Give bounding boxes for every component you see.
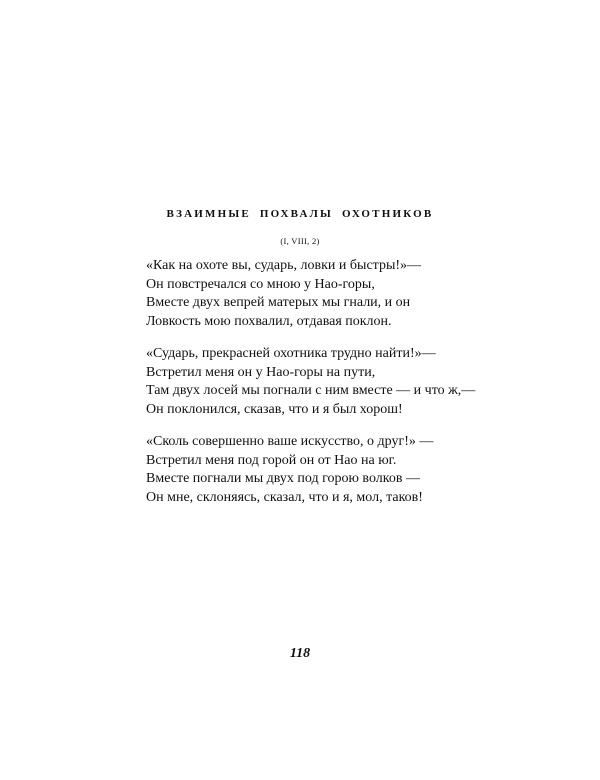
poem-line: Встретил меня под горой он от Нао на юг.: [146, 452, 397, 468]
stanza-2: [146, 345, 476, 419]
poem-line: Он мне, склоняясь, сказал, что и я, мол, таков!: [146, 489, 423, 505]
stanza-3: [146, 433, 466, 507]
poem-line: Ловкость мою похвалил, отдавая поклон.: [146, 313, 392, 329]
poem-line: «Как на охоте вы, сударь, ловки и быстры!»—: [146, 258, 422, 273]
poem-line: Он поклонился, сказав, что и я был хорош!: [146, 401, 403, 417]
poem-source-reference: (I, VIII, 2): [280, 236, 320, 246]
poem-body: [146, 257, 476, 521]
poem-title: ВЗАИМНЫЕ ПОХВАЛЫ ОХОТНИКОВ: [166, 208, 434, 220]
stanza-1: [146, 257, 466, 331]
poem-line: «Сударь, прекрасней охотника трудно найти!»—: [146, 346, 436, 361]
poem-line: Вместе погнали мы двух под горою волков —: [146, 471, 420, 486]
poem-line: Вместе двух вепрей матерых мы гнали, и он: [146, 295, 411, 310]
poem-line: Встретил меня он у Нао-горы на пути,: [146, 364, 376, 380]
poem-line: «Сколь совершенно ваше искусство, о друг!» —: [146, 434, 434, 449]
poem-line: Там двух лосей мы погнали с ним вместе — и что ж,—: [146, 383, 476, 398]
page-number: 118: [289, 646, 311, 661]
poem-line: Он повстречался со мною у Нао-горы,: [146, 276, 375, 292]
